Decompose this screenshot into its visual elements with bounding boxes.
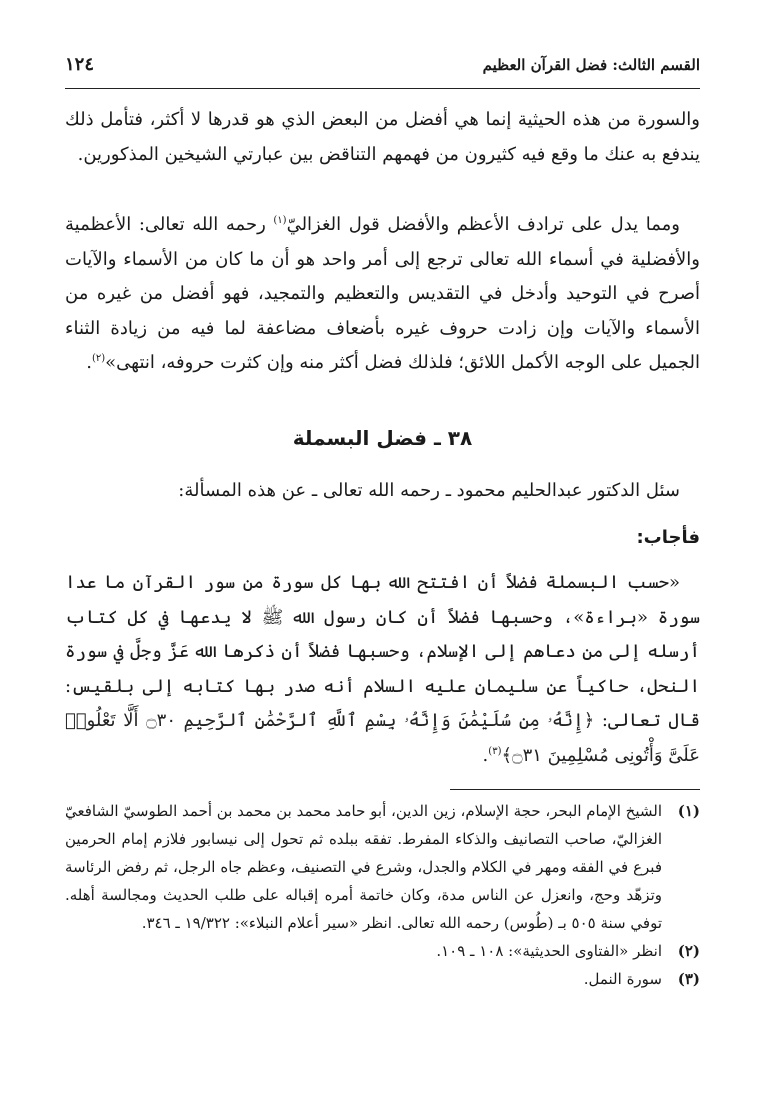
paragraph-2-end: . <box>86 352 92 373</box>
paragraph-1 <box>65 103 700 172</box>
footnote-number: (١) <box>677 802 700 820</box>
paragraph-2-text: رحمه الله تعالى: الأعظمية والأفضلية في أسماء الله تعالى ترجع إلى أمر واحد هو أن ما كان من الأسماء والآيات أصرح في التوحيد وأدخل في التقديس والتعظيم والتمجيد، فهو أفضل من غيره من الأسماء والآيات وإن زادت حروف غيره بأضعاف مضاعفة لما فيه من زيادة الثناء الجميل على الوجه الأكمل اللائق؛ فلذلك فضل أكثر منه وإن كثرت حروفه، انتهى» <box>65 214 700 373</box>
footnote-text: انظر «الفتاوى الحديثية»: ١٠٨ ـ ١٠٩. <box>436 942 662 960</box>
answer-paragraph <box>65 566 700 773</box>
section-heading: ٣٨ ـ فضل البسملة <box>292 426 473 450</box>
answer-label: فأجاب: <box>636 527 700 548</box>
answer-end: . <box>482 744 489 766</box>
quran-verse: ﴿إِنَّهُۥ مِن سُلَيْمَٰنَ وَإِنَّهُۥ بِسْمِ ٱللَّهِ ٱلرَّحْمَٰنِ ٱلرَّحِيمِ ۝٣٠ أَلَّا تَعْلُوا۟ عَلَىَّ وَأْتُونِى مُسْلِمِينَ ۝٣١﴾ <box>65 710 700 766</box>
question-paragraph <box>65 474 700 509</box>
page-header <box>65 50 700 86</box>
section-title: القسم الثالث: فضل القرآن العظيم <box>482 56 700 74</box>
footnote-text: سورة النمل. <box>583 970 662 988</box>
page-number: ١٢٤ <box>65 54 95 75</box>
paragraph-2 <box>65 208 700 381</box>
paragraph-2-intro: ومما يدل على ترادف الأعظم والأفضل قول الغزاليّ <box>286 214 680 235</box>
footnote-2 <box>65 937 700 965</box>
footnote-divider <box>450 789 700 790</box>
footnote-ref-3[interactable]: (٣) <box>488 745 502 757</box>
footnote-number: (٣) <box>677 970 700 988</box>
paragraph-1-text: والسورة من هذه الحيثية إنما هي أفضل من البعض الذي هو قدرها لا أكثر، فتأمل ذلك يندفع به عنك ما وقع فيه كثيرون من فهمهم التناقض بين عبارتي الشيخين المذكورين. <box>65 109 700 165</box>
footnote-text: الشيخ الإمام البحر، حجة الإسلام، زين الدين، أبو حامد محمد بن محمد بن أحمد الطوسيّ الشافعيّ الغزاليّ، صاحب التصانيف والذكاء المفرط. تفقه ببلده ثم تحول إلى نيسابور فلازم إمام الحرمين فبرع في الفقه ومهر في الكلام والجدل، وشرع في التصنيف، وعظم جاه الرجل، ثم رفض الرئاسة وتزهّد وحج، وانعزل عن الناس مدة، وكان خاتمة أمره إقباله على طلب الحديث ومجالسة أهله. توفي سنة ٥٠٥ بـ (طُوس) رحمه الله تعالى. انظر «سير أعلام النبلاء»: ١٩/٣٢٢ ـ ٣٤٦. <box>65 802 662 932</box>
answer-text: «حسب البسملة فضلاً أن افتتح الله بها كل سورة من سور القرآن ما عدا سورة «براءة»، وحسبها فضلاً أن كان رسول الله ﷺ لا يدعها في كل كتاب أرسله إلى من دعاهم إلى الإسلام، وحسبها فضلاً أن ذكرها الله عَزَّ وجلَّ في سورة النحل، حاكياً عن سليمان عليه السلام أنه صدر بها كتابه إلى بلقيس: قال تعالى: <box>65 572 700 731</box>
footnote-ref-1[interactable]: (١) <box>273 215 287 226</box>
footnote-ref-2[interactable]: (٢) <box>91 353 106 364</box>
question-text: سئل الدكتور عبدالحليم محمود ـ رحمه الله تعالى ـ عن هذه المسألة: <box>178 480 680 501</box>
footnote-1 <box>65 797 700 937</box>
footnotes <box>65 797 700 993</box>
footnote-number: (٢) <box>677 942 700 960</box>
footnote-3 <box>65 965 700 993</box>
header-divider <box>65 88 700 89</box>
